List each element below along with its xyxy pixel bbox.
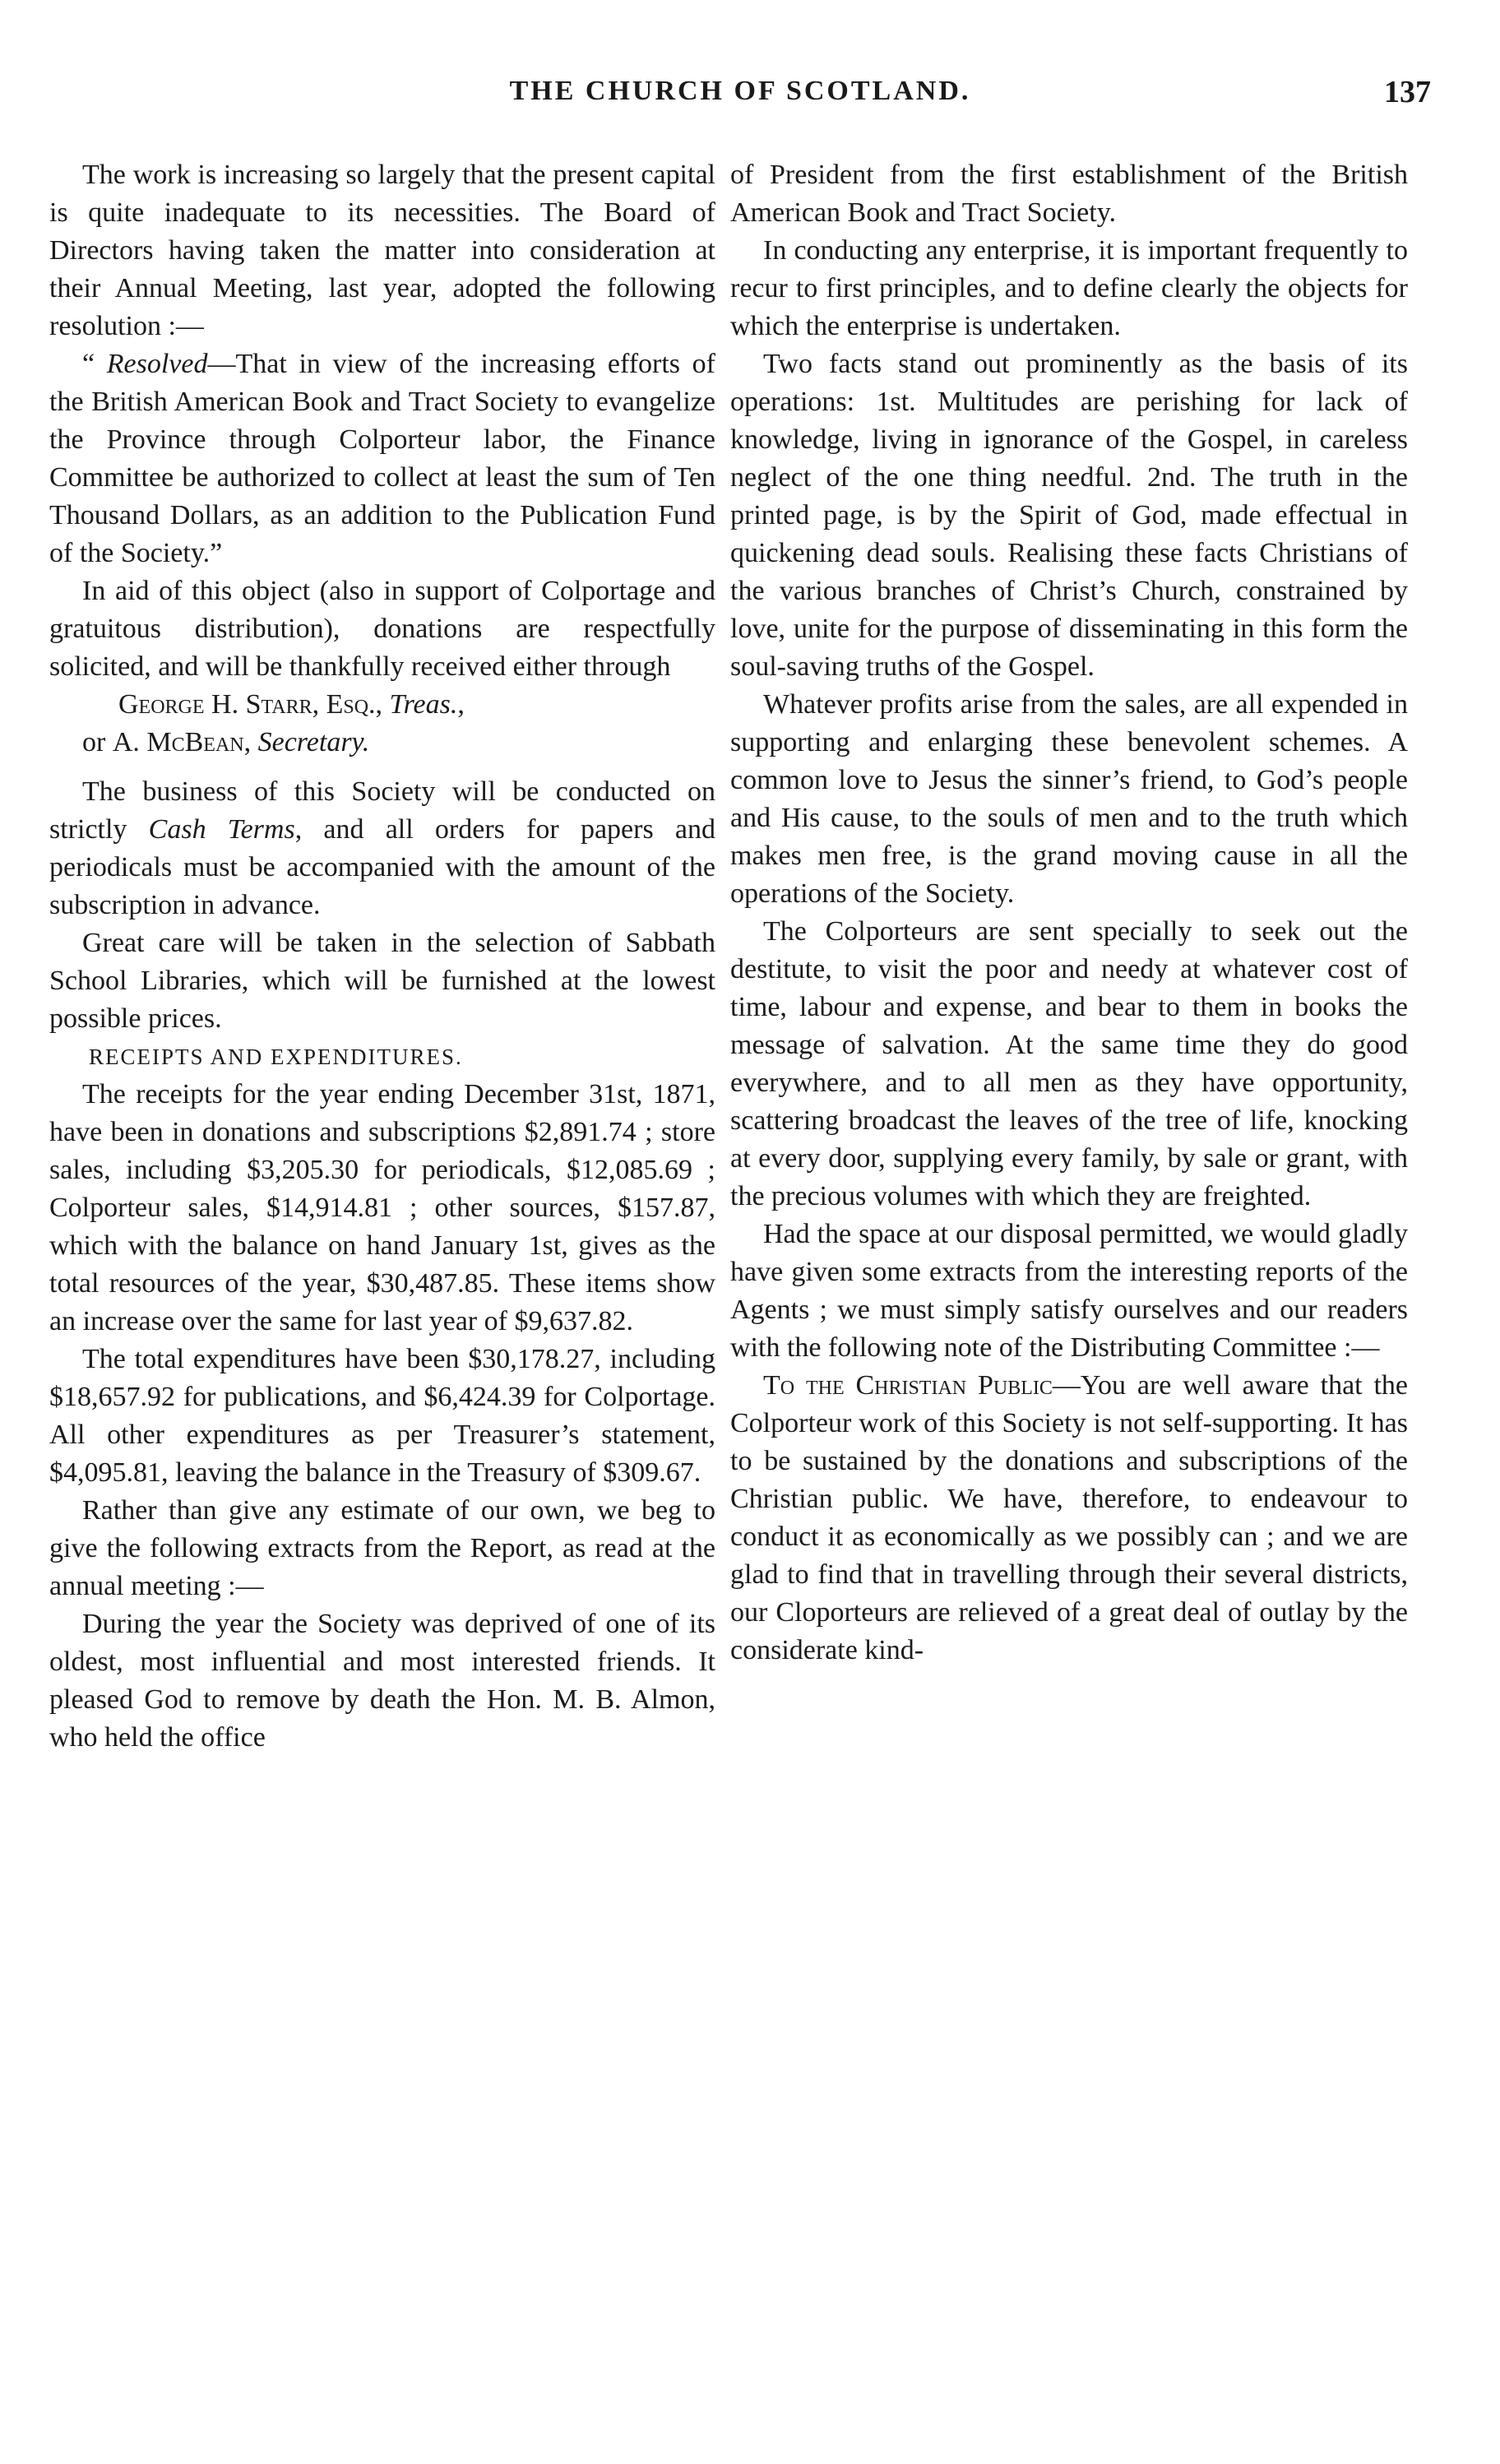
resolution-open-quote: “ — [82, 349, 107, 379]
treasurer-separator: , — [375, 689, 390, 720]
paragraph-two-facts: Two facts stand out prominently as the basis of its operations: 1st. Multitudes are perishing for lack of knowledge, living in ignorance of the Gospel, in careless neglect of the one thing needful. 2nd. The truth in the printed page, is by the Spirit of God, made effectual in quickening dead souls. Realising these facts Christians of the various branches of Christ’s Church, constrained by love, unite for the purpose of disseminating in this form the soul-saving truths of the Gospel. — [730, 349, 1408, 682]
page-header — [49, 76, 1431, 125]
cash-terms-b: , and all orders for papers and periodicals must be accompanied with the amount of the subscription in advance. — [49, 814, 715, 920]
treasurer-end: , — [457, 689, 465, 720]
paragraph-christian-public — [730, 1367, 1408, 1670]
resolution-text: —That in view of the increasing efforts of the British American Book and Tract Society to evangelize the Province through Colporteur labor, the Finance Committee be authorized to collect at least the sum of Ten Thousand Dollars, as an addition to the Publication Fund of the Society.” — [49, 349, 715, 568]
paragraph-resolution — [49, 345, 715, 572]
treasurer-title: Treas. — [389, 689, 458, 720]
christian-public-lead: To the Christian Public — [763, 1370, 1053, 1401]
section-heading-receipts: RECEIPTS AND EXPENDITURES. — [89, 1044, 463, 1069]
cash-terms-a: The business of this Society will be conducted on strictly — [49, 776, 715, 845]
paragraph-receipts: The receipts for the year ending December 31st, 1871, have been in donations and subscriptions $2,891.74 ; store sales, including $3,205.30 for periodicals, $12,085.69 ; Colporteur sales, $14,914.81 ; other sources, $157.87, which with the balance on hand January 1st, gives as the total resources of the year, $30,487.85. These items show an increase over the same for last year of $9,637.82. — [49, 1079, 715, 1336]
paragraph-profits: Whatever profits arise from the sales, are all expended in supporting and enlarging these benevolent schemes. A common love to Jesus the sinner’s friend, to God’s people and His cause, to the souls of men and to the truth which makes men free, is the grand moving cause in all the operations of the Society. — [730, 689, 1408, 909]
paragraph-almon: During the year the Society was deprived of one of its oldest, most influential and most interested friends. It pleased God to remove by death the Hon. M. B. Almon, who held the office — [49, 1609, 715, 1753]
signature-secretary — [49, 724, 715, 762]
paragraph-space: Had the space at our disposal permitted, we would gladly have given some extracts from the interesting reports of the Agents ; we must simply satisfy ourselves and our readers with the following note of the Distributing Committee :— — [730, 1219, 1408, 1363]
running-title: THE CHURCH OF SCOTLAND. — [509, 76, 971, 106]
christian-public-text: —You are well aware that the Colporteur work of this Society is not self-supporting. It has to be sustained by the donations and subscriptions of the Christian public. We have, therefore, to endeavour to conduct it as economically as we possibly can ; and we are glad to find that in travelling through their several districts, our Cloporteurs are relieved of a great deal of outlay by the considerate kind- — [730, 1370, 1408, 1665]
secretary-separator: , — [243, 727, 258, 757]
page-number: 137 — [1384, 75, 1431, 109]
treasurer-name: George H. Starr, Esq. — [118, 689, 376, 720]
paragraph-expenditures: The total expenditures have been $30,178.27, including $18,657.92 for publications, and $6,424.39 for Colportage. All other expenditures as per Treasurer’s statement, $4,095.81, leaving the balance in the Treasury of $309.67. — [49, 1344, 715, 1488]
right-column — [730, 156, 1408, 1670]
paragraph-donations: In aid of this object (also in support of Colportage and gratuitous distribution), donations are respectfully solicited, and will be thankfully received either through — [49, 576, 715, 682]
secretary-title: Secretary. — [257, 727, 370, 757]
signature-block — [49, 686, 715, 762]
paragraph-work-increasing: The work is increasing so largely that the present capital is quite inadequate to its necessities. The Board of Directors having taken the matter into consideration at their Annual Meeting, last year, adopted the following resolution :— — [49, 160, 715, 341]
left-column — [49, 156, 715, 1757]
paragraph-cash-terms — [49, 773, 715, 924]
signature-treasurer — [49, 686, 715, 724]
paragraph-enterprise: In conducting any enterprise, it is important frequently to recur to first principles, and to define clearly the objects for which the enterprise is undertaken. — [730, 235, 1408, 341]
paragraph-libraries: Great care will be taken in the selection of Sabbath School Libraries, which will be furnished at the lowest possible prices. — [49, 928, 715, 1034]
paragraph-colporteurs: The Colporteurs are sent specially to seek out the destitute, to visit the poor and needy at whatever cost of time, labour and expense, and bear to them in books the message of salvation. At the same time they do good everywhere, and to all men as they have opportunity, scattering broadcast the leaves of the tree of life, knocking at every door, supplying every family, by sale or grant, with the precious volumes with which they are freighted. — [730, 916, 1408, 1211]
paragraph-extracts: Rather than give any estimate of our own, we beg to give the following extracts from the Report, as read at the annual meeting :— — [49, 1495, 715, 1601]
resolved-word: Resolved — [106, 349, 208, 379]
cash-terms-italic: Cash Terms — [148, 814, 295, 845]
paragraph-president-cont: of President from the first establishment of the British American Book and Tract Society. — [730, 160, 1408, 228]
secretary-prefix: or — [82, 727, 113, 757]
secretary-name: A. McBean — [112, 727, 244, 757]
